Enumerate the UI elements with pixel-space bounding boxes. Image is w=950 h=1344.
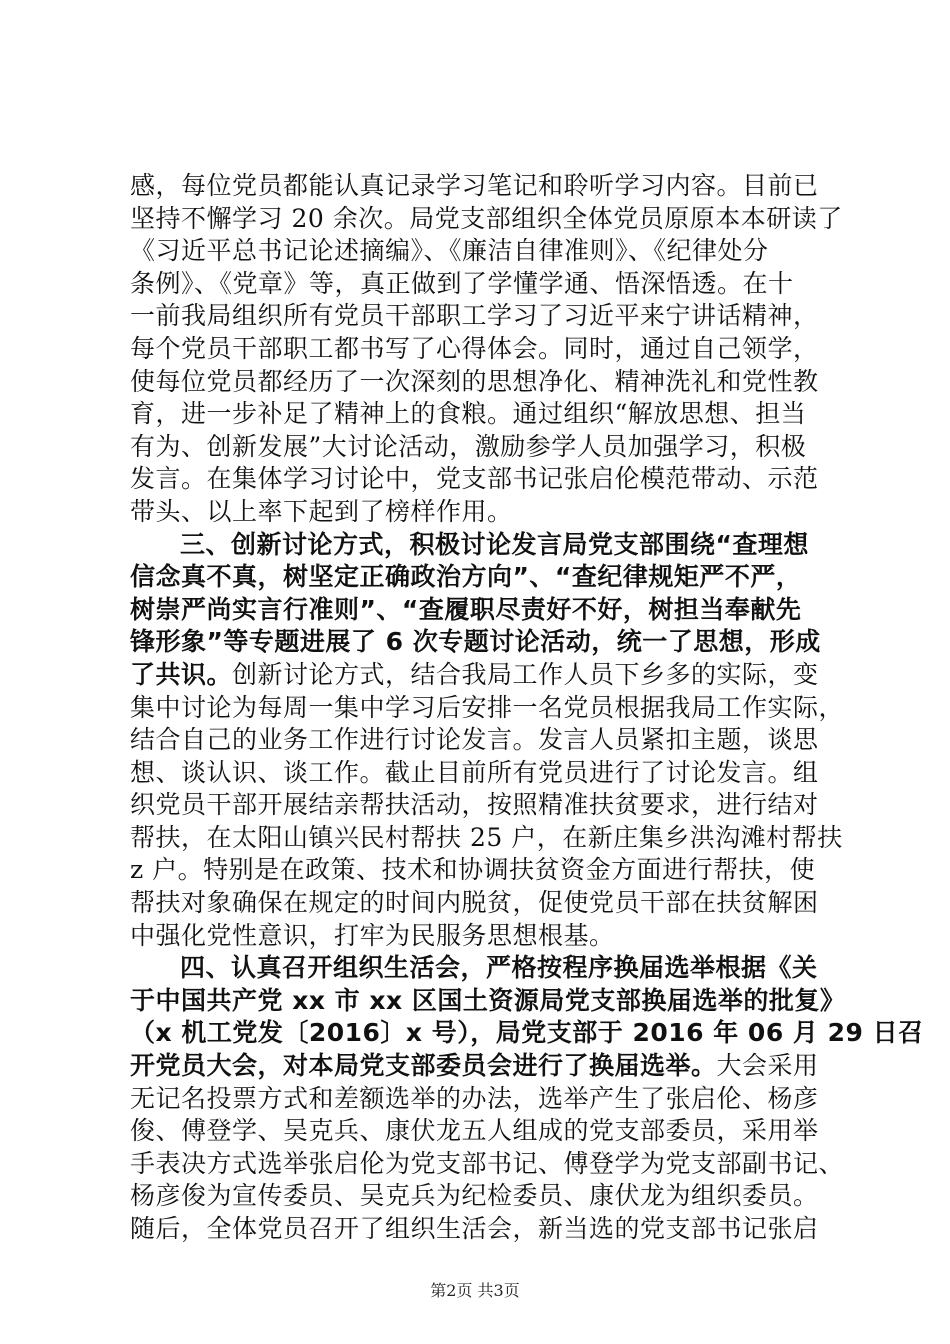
text-segment: 有为、创新发展”大讨论活动，激励参学人员加强学习，积极 [130, 431, 807, 461]
text-segment: 发言。在集体学习讨论中，党支部书记张启伦模范带动、示范 [130, 464, 819, 494]
text-line [130, 398, 830, 431]
text-line [130, 854, 830, 887]
text-segment: 帮扶对象确保在规定的时间内脱贫，促使党员干部在扶贫解困 [130, 888, 819, 918]
text-segment: 育，进一步补足了精神上的食粮。通过组织“解放思想、担当 [130, 399, 807, 429]
text-line [130, 463, 830, 496]
text-line [130, 1213, 830, 1246]
text-line [130, 659, 830, 692]
text-segment: 随后，全体党员召开了组织生活会，新当选的党支部书记张启 [130, 1214, 819, 1243]
text-line [130, 789, 830, 822]
text-line [130, 920, 830, 953]
text-line [130, 235, 830, 268]
bold-text-segment: 锋形象”等专题进展了 6 次专题讨论活动，统一了思想，形成 [130, 627, 821, 657]
text-line [130, 1050, 830, 1083]
text-segment: z 户。特别是在政策、技术和协调扶贫资金方面进行帮扶，使 [130, 855, 816, 885]
text-segment: 《习近平总书记论述摘编》、《廉洁自律准则》、《纪律处分 [130, 236, 769, 266]
text-segment: 每个党员干部职工都书写了心得体会。同时，通过自己领学， [130, 333, 819, 363]
text-segment: 感，每位党员都能认真记录学习笔记和聆听学习内容。目前已 [130, 171, 819, 200]
text-segment: 集中讨论为每周一集中学习后安排一名党员根据我局工作实际， [130, 692, 845, 722]
text-segment: 杨彦俊为宣传委员、吴克兵为纪检委员、康伏龙为组织委员。 [130, 1181, 819, 1211]
text-line [130, 496, 830, 529]
text-line [130, 594, 830, 627]
page-footer: 第2页 共3页 [430, 1281, 520, 1300]
bold-text-segment: 三、创新讨论方式，积极讨论发言局党支部围绕“查理想 [180, 529, 809, 559]
text-line [130, 1083, 830, 1116]
text-segment: 坚持不懈学习 20 余次。局党支部组织全体党员原原本本研读了 [130, 203, 843, 233]
text-line [130, 203, 843, 236]
text-segment: 无记名投票方式和差额选举的办法，选举产生了张启伦、杨彦 [130, 1083, 819, 1113]
text-segment: 带头、以上率下起到了榜样作用。 [130, 496, 513, 526]
bold-text-segment: 四、认真召开组织生活会，严格按程序换届选举根据《关 [180, 953, 818, 983]
text-line [130, 431, 830, 464]
text-line [130, 887, 830, 920]
bold-text-segment: 于中国共产党 xx 市 xx 区国土资源局党支部换届选举的批复》 [130, 985, 846, 1015]
text-segment: 创新讨论方式，结合我局工作人员下乡多的实际，变 [232, 659, 819, 689]
text-segment: 大会采用 [716, 1051, 819, 1081]
document-body [130, 170, 924, 1246]
text-segment: 中强化党性意识，打牢为民服务思想根基。 [130, 920, 615, 950]
text-segment: 帮扶，在太阳山镇兴民村帮扶 25 户，在新庄集乡洪沟滩村帮扶 [130, 822, 843, 852]
bold-text-segment: 了共识。 [130, 659, 233, 689]
text-line [130, 757, 830, 790]
text-line [130, 952, 830, 985]
text-line [130, 366, 830, 399]
text-line [130, 529, 830, 562]
text-line [130, 822, 843, 855]
text-line [130, 692, 845, 725]
text-segment: 使每位党员都经历了一次深刻的思想净化、精神洗礼和党性教 [130, 366, 819, 396]
text-line [130, 985, 846, 1018]
text-line [130, 1180, 830, 1213]
bold-text-segment: 树崇严尚实言行准则”、“查履职尽责好不好，树担当奉献先 [130, 594, 802, 624]
text-line [130, 626, 830, 659]
text-line [130, 724, 830, 757]
bold-text-segment: 信念真不真，树坚定正确政治方向”、“查纪律规矩严不严， [130, 562, 802, 592]
text-segment: 手表决方式选举张启伦为党支部书记、傅登学为党支部副书记、 [130, 1148, 845, 1178]
bold-text-segment: 开党员大会，对本局党支部委员会进行了换届选举。 [130, 1051, 717, 1081]
text-segment: 俊、傅登学、吴克兵、康伏龙五人组成的党支部委员，采用举 [130, 1116, 819, 1146]
text-segment: 想、谈认识、谈工作。截止目前所有党员进行了讨论发言。组 [130, 757, 819, 787]
text-segment: 一前我局组织所有党员干部职工学习了习近平来宁讲话精神， [130, 301, 819, 331]
bold-text-segment: （x 机工党发〔2016〕x 号），局党支部于 2016 年 06 月 29 日召 [130, 1018, 924, 1048]
text-line [130, 333, 830, 366]
text-line [130, 170, 830, 203]
text-line [130, 1017, 924, 1050]
text-line [130, 1148, 845, 1181]
text-segment: 结合自己的业务工作进行讨论发言。发言人员紧扣主题，谈思 [130, 725, 819, 755]
text-segment: 条例》、《党章》等，真正做到了学懂学通、悟深悟透。在十 [130, 268, 794, 298]
text-segment: 织党员干部开展结亲帮扶活动，按照精准扶贫要求，进行结对 [130, 790, 819, 820]
text-line [130, 561, 830, 594]
text-line [130, 300, 830, 333]
text-line [130, 268, 830, 301]
text-line [130, 1115, 830, 1148]
